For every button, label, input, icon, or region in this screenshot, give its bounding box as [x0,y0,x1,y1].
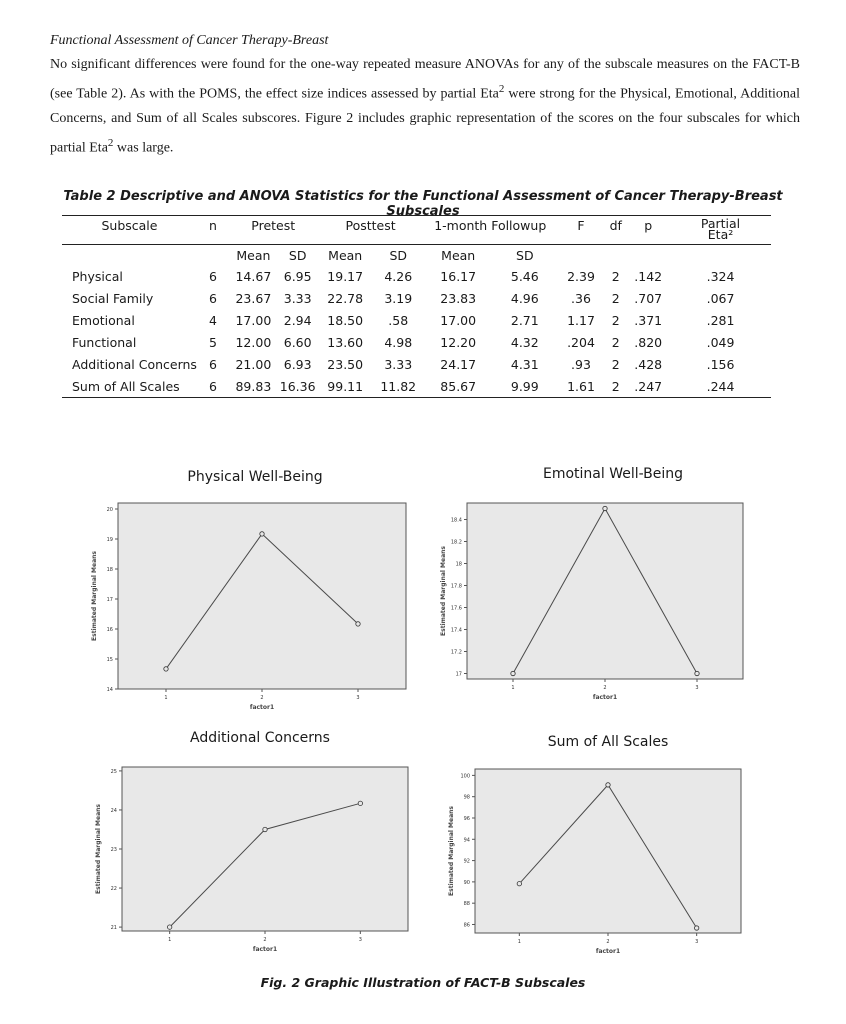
y-axis-label: Estimated Marginal Means [95,804,102,894]
superscript-1: 2 [498,83,505,95]
cell-df: 2 [605,375,626,398]
y-tick-label: 94 [463,837,470,844]
y-tick-label: 20 [106,507,113,513]
cell-f: 1.17 [567,312,595,328]
y-tick-label: 17 [455,671,462,678]
paragraph-part3: was large. [113,140,174,156]
cell-sd1: 6.60 [283,334,312,350]
cell-sd1: 6.95 [283,268,312,284]
x-axis-label: factor1 [249,704,275,711]
cell-n: 6 [208,290,217,306]
cell-sd1: 3.33 [283,290,312,306]
cell-m3: 12.20 [440,334,477,350]
x-tick-label: 1 [511,685,515,691]
cell-label: Emotional [72,312,135,328]
plot-area [467,503,743,679]
cell-sd2: 3.19 [384,290,413,306]
cell-p: .707 [634,290,663,306]
header-subscale: Subscale [62,216,197,245]
table-row [62,309,771,331]
cell-m1: 21.00 [235,356,272,372]
cell-m2: 23.50 [327,356,364,372]
data-point [694,926,698,930]
cell-m1: 17.00 [235,312,272,328]
y-tick-label: 21 [110,925,117,932]
x-axis-label: factor1 [595,948,621,955]
paragraph-part2: were strong for the Physical, Emotional, Additional Concerns, and Sum of all Scales subscores. Figure 2 includes graphic representation of the scores on the four subscales for which partial Eta [50,86,800,156]
cell-m2: 13.60 [327,334,364,350]
header-posttest: Posttest [318,216,424,245]
cell-eta: .067 [706,290,735,306]
cell-df: 2 [611,334,620,350]
header-mean-pre: Mean [229,245,278,266]
cell-df: 2 [611,356,620,372]
chart-title-additional: Additional Concerns [190,730,330,746]
y-axis-label: Estimated Marginal Means [448,806,455,896]
y-tick-label: 23 [110,847,117,853]
x-tick-label: 1 [517,939,521,945]
y-tick-label: 22 [110,886,117,893]
chart-emotional [437,497,747,705]
header-n: n [197,216,229,245]
cell-m1: 12.00 [235,334,272,350]
y-tick-label: 17.2 [450,649,462,656]
y-tick-label: 18 [106,567,113,573]
cell-eta: .324 [706,268,735,284]
header-partial-eta [670,216,771,245]
cell-n: 4 [208,312,217,328]
x-tick-label: 3 [356,695,360,701]
header-partial: Partial [700,216,741,231]
data-point [263,827,267,831]
header-sd-post: SD [373,245,424,266]
cell-p: .428 [634,356,663,372]
header-df: df [605,216,626,245]
cell-f: 1.61 [557,375,605,398]
chart-sum-svg [445,763,745,959]
y-tick-label: 18.2 [450,539,462,546]
cell-m3: 85.67 [424,375,493,398]
section-heading: Functional Assessment of Cancer Therapy-Breast [50,33,329,48]
chart-physical-svg [88,497,410,715]
data-point [167,925,171,929]
x-tick-label: 2 [606,939,610,945]
header-pretest: Pretest [229,216,318,245]
cell-m2: 22.78 [327,290,364,306]
cell-f: 2.39 [567,268,595,284]
y-tick-label: 19 [106,537,113,543]
cell-sd3: 2.71 [510,312,539,328]
chart-title-sum: Sum of All Scales [547,734,669,750]
chart-title-physical: Physical Well-Being [187,469,323,485]
chart-sum [445,763,745,959]
y-tick-label: 17.4 [450,627,462,634]
header-sd-pre: SD [278,245,318,266]
cell-sd2: 4.98 [384,334,413,350]
data-point [517,881,521,885]
cell-n: 5 [208,334,217,350]
y-tick-label: 17 [106,597,113,603]
y-tick-label: 18.4 [450,517,462,524]
x-tick-label: 1 [168,937,172,943]
data-point [358,801,362,805]
cell-f: .93 [571,356,591,372]
x-tick-label: 1 [164,695,168,701]
table-row [62,265,771,287]
figure-caption: Fig. 2 Graphic Illustration of FACT-B Subscales [260,975,586,990]
cell-sd3: 4.31 [510,356,539,372]
cell-sd1: 6.93 [283,356,312,372]
x-tick-label: 3 [695,939,699,945]
data-point [260,532,264,536]
cell-m3: 23.83 [440,290,477,306]
data-point [695,671,699,675]
cell-sd2: 3.33 [384,356,413,372]
cell-m3: 24.17 [440,356,477,372]
chart-additional-svg [92,761,412,957]
cell-eta: .156 [706,356,735,372]
cell-eta: .244 [670,375,771,398]
header-followup: 1-month Followup [424,216,557,245]
y-tick-label: 98 [463,794,470,801]
x-axis-label: factor1 [252,946,278,953]
cell-sd3: 4.32 [510,334,539,350]
cell-sd2: 4.26 [384,268,413,284]
cell-sd3: 4.96 [510,290,539,306]
table-row [62,287,771,309]
cell-p: .247 [626,375,670,398]
cell-sd2: 11.82 [373,375,424,398]
chart-title-emotional: Emotinal Well-Being [542,466,684,482]
y-tick-label: 92 [463,858,470,865]
cell-label: Functional [72,334,137,350]
cell-label: Social Family [72,290,154,306]
header-p: p [626,216,670,245]
data-point [356,622,360,626]
cell-eta: .049 [706,334,735,350]
y-tick-label: 90 [463,879,470,886]
cell-m1: 23.67 [235,290,272,306]
cell-m1: 14.67 [235,268,272,284]
chart-additional [92,761,412,957]
cell-sd1: 2.94 [283,312,312,328]
y-tick-label: 18 [455,561,462,568]
header-sd-follow: SD [493,245,557,266]
cell-sd2: .58 [388,312,409,328]
y-tick-label: 100 [460,773,470,780]
header-eta: Eta² [707,227,734,242]
cell-sd1: 16.36 [278,375,318,398]
x-tick-label: 3 [695,685,699,691]
cell-m3: 17.00 [440,312,477,328]
cell-f: .36 [571,290,591,306]
plot-area [122,767,408,931]
body-paragraph [50,53,800,160]
x-tick-label: 2 [603,685,607,691]
data-point [603,506,607,510]
paragraph-part1: No significant differences were found for the one-way repeated measure ANOVAs for any of the subscale measures on the FACT-B (see Table 2). As with the POMS, the effect size indices assessed by partial Eta [50,57,800,102]
cell-n: 6 [208,356,217,372]
stats-table [62,215,771,398]
cell-m1: 89.83 [229,375,278,398]
y-tick-label: 86 [463,922,470,929]
header-mean-post: Mean [318,245,373,266]
cell-sd3: 5.46 [510,268,539,284]
x-tick-label: 3 [358,937,362,943]
y-tick-label: 14 [106,687,113,693]
y-tick-label: 24 [110,807,117,814]
cell-f: .204 [567,334,595,350]
cell-df: 2 [611,290,620,306]
cell-label: Additional Concerns [72,356,197,372]
y-tick-label: 15 [106,657,113,663]
cell-p: .820 [634,334,663,350]
y-axis-label: Estimated Marginal Means [440,546,447,636]
table-row [62,331,771,353]
y-tick-label: 88 [463,901,470,908]
plot-area [118,503,406,689]
cell-label: Physical [72,268,123,284]
y-axis-label: Estimated Marginal Means [91,551,98,641]
cell-m2: 18.50 [327,312,364,328]
table-row [62,353,771,375]
cell-label: Sum of All Scales [62,375,197,398]
table-caption: Table 2 Descriptive and ANOVA Statistics for the Functional Assessment of Cancer Therapy-Breast Subscales [63,189,783,219]
y-tick-label: 17.6 [450,605,462,612]
y-tick-label: 96 [463,815,470,822]
cell-p: .142 [634,268,663,284]
cell-p: .371 [634,312,663,328]
plot-area [475,769,741,933]
chart-physical [88,497,410,715]
x-tick-label: 2 [263,937,267,943]
chart-emotional-svg [437,497,747,705]
cell-df: 2 [611,312,620,328]
cell-n: 6 [208,268,217,284]
cell-m2: 99.11 [318,375,373,398]
data-point [164,667,168,671]
header-mean-follow: Mean [424,245,493,266]
y-tick-label: 17.8 [450,583,462,590]
cell-m3: 16.17 [440,268,477,284]
y-tick-label: 25 [110,768,117,775]
data-point [511,671,515,675]
x-tick-label: 2 [260,695,264,701]
header-f: F [557,216,605,245]
cell-sd3: 9.99 [493,375,557,398]
cell-eta: .281 [706,312,735,328]
cell-n: 6 [197,375,229,398]
cell-m2: 19.17 [327,268,364,284]
y-tick-label: 16 [106,627,113,633]
superscript-2: 2 [107,136,114,149]
data-point [606,783,610,787]
cell-df: 2 [611,268,620,284]
x-axis-label: factor1 [592,694,618,701]
table-row [62,375,771,398]
